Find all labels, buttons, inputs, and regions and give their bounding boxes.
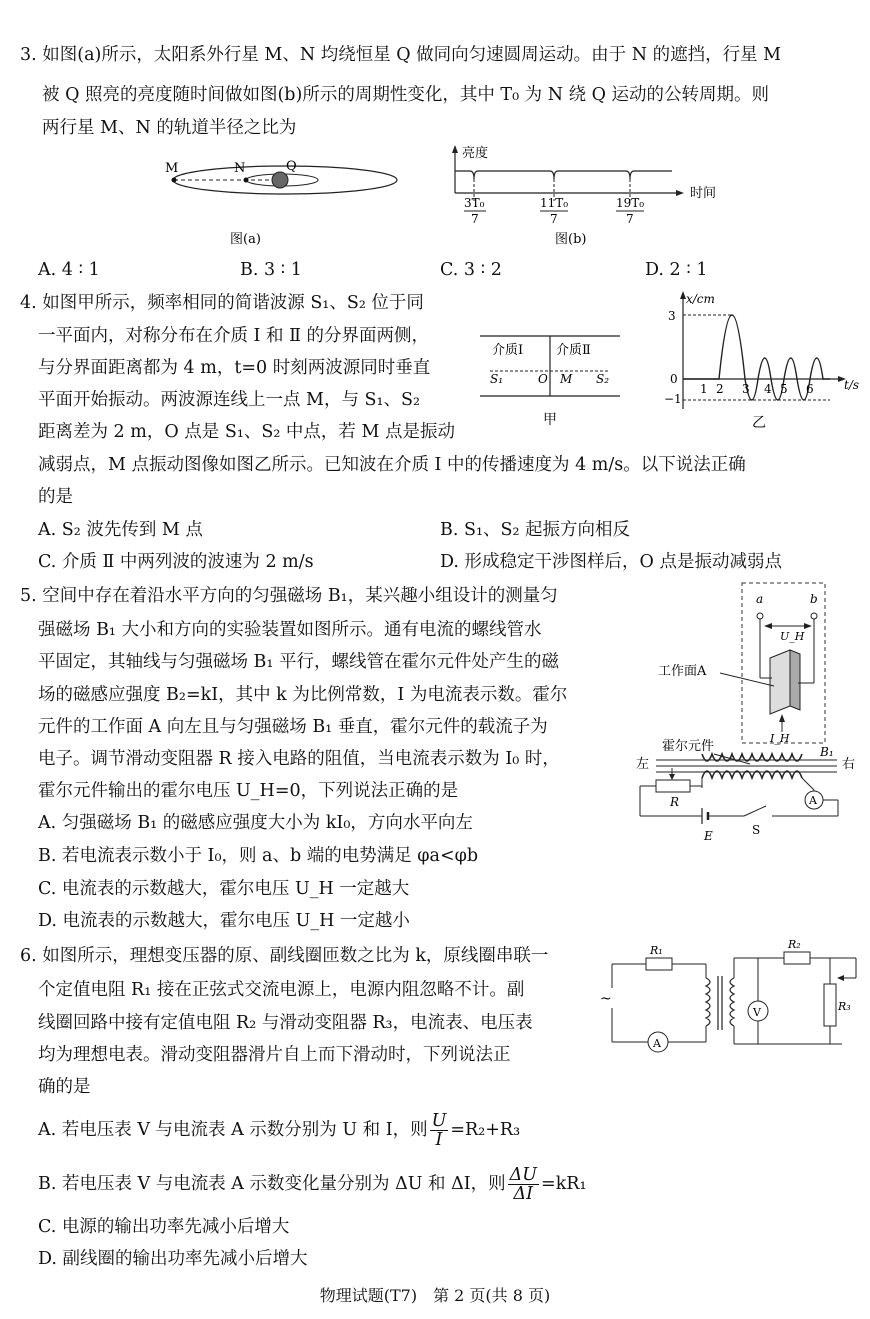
yi-ybottom: −1 — [664, 392, 682, 406]
q4-line: 距离差为 2 m，O 点是 S₁、S₂ 中点，若 M 点是振动 — [38, 422, 455, 442]
fig-b-caption: 图(b) — [555, 232, 587, 247]
q5-line: 电子。调节滑动变阻器 R 接入电路的阻值，当电流表示数为 I₀ 时， — [38, 749, 560, 769]
yi-ytop: 3 — [668, 309, 676, 323]
label-R: R — [670, 795, 680, 809]
label-R3: R₃ — [838, 1000, 851, 1013]
label-S: S — [752, 823, 761, 837]
yi-tick: 5 — [780, 382, 788, 396]
numerator: U — [431, 1110, 447, 1131]
q6-line: 均为理想电表。滑动变阻器滑片自上而下滑动时，下列说法正 — [38, 1045, 511, 1065]
yi-origin: 0 — [670, 372, 678, 386]
fig-b-ylabel: 亮度 — [462, 146, 489, 161]
q3-figure-b — [440, 143, 730, 253]
q5-line: 平固定，其轴线与匀强磁场 B₁ 平行，螺线管在霍尔元件处产生的磁 — [38, 652, 559, 672]
q6-line: 个定值电阻 R₁ 接在正弦式交流电源上，电源内阻忽略不计。副 — [38, 980, 525, 1000]
q6-option-b — [38, 1162, 587, 1206]
tick-num: 11T₀ — [540, 196, 569, 210]
fig-a-caption: 图(a) — [230, 232, 261, 247]
label-UH: U_H — [780, 630, 805, 643]
label-R2: R₂ — [788, 938, 801, 951]
q6-option-b-pre: B. 若电压表 V 与电流表 A 示数变化量分别为 ΔU 和 ΔI，则 — [38, 1174, 506, 1194]
q6-option-c: C. 电源的输出功率先减小后增大 — [38, 1217, 290, 1237]
ammeter-A: A — [809, 794, 817, 807]
voltmeter-V: V — [753, 1006, 761, 1019]
tick-num: 3T₀ — [464, 196, 485, 210]
label-E: E — [704, 829, 713, 843]
ac-source: ~ — [600, 991, 612, 1007]
fig-yi-caption: 乙 — [752, 415, 766, 431]
q5-option-b: B. 若电流表示数小于 I₀，则 a、b 端的电势满足 φa<φb — [38, 846, 479, 866]
q3-line: 两行星 M、N 的轨道半径之比为 — [42, 118, 297, 138]
label-M: M — [560, 372, 573, 386]
q6-figure — [598, 938, 862, 1053]
q4-figure-yi — [660, 285, 870, 435]
denominator: ΔI — [513, 1183, 534, 1204]
label-IH: I_H — [770, 732, 790, 745]
q3-option-b: B. 3 ∶ 1 — [240, 260, 302, 280]
q4-line: 一平面内，对称分布在介质 Ⅰ 和 Ⅱ 的分界面两侧， — [38, 326, 430, 346]
yi-ylabel: x/cm — [686, 292, 715, 306]
yi-tick: 4 — [764, 382, 772, 396]
yi-tick: 3 — [742, 382, 750, 396]
q3-line: 3. 如图(a)所示，太阳系外行星 M、N 均绕恒星 Q 做同向匀速圆周运动。由于 N 的遮挡，行星 M — [20, 45, 782, 65]
q5-option-d: D. 电流表的示数越大，霍尔电压 U_H 一定越小 — [38, 911, 410, 931]
q5-option-a: A. 匀强磁场 B₁ 的磁感应强度大小为 kI₀，方向水平向左 — [38, 813, 473, 833]
q4-option-c: C. 介质 Ⅱ 中两列波的波速为 2 m/s — [38, 552, 314, 572]
q3-option-a: A. 4 ∶ 1 — [38, 260, 100, 280]
yi-tick: 1 — [700, 382, 708, 396]
numerator: ΔU — [509, 1164, 538, 1185]
q5-line: 霍尔元件输出的霍尔电压 U_H=0，下列说法正确的是 — [38, 781, 459, 801]
label-work-face: 工作面A — [658, 664, 707, 679]
q4-line: 的是 — [38, 487, 73, 507]
ammeter-A: A — [653, 1037, 661, 1050]
label-left: 左 — [636, 757, 650, 772]
fig-b-xlabel: 时间 — [690, 186, 717, 201]
q5-line: 强磁场 B₁ 大小和方向的实验装置如图所示。通有电流的螺线管水 — [38, 620, 542, 640]
label-O: O — [538, 372, 548, 386]
q5-line: 5. 空间中存在着沿水平方向的匀强磁场 B₁，某兴趣小组设计的测量匀 — [20, 586, 558, 606]
label-S1: S₁ — [490, 372, 504, 386]
q4-figure-jia — [480, 330, 625, 430]
label-hall: 霍尔元件 — [662, 739, 715, 754]
yi-xlabel: t/s — [844, 378, 860, 392]
terminal-b: b — [810, 592, 818, 606]
page-footer: 物理试题(T7) 第 2 页(共 8 页) — [319, 1286, 551, 1305]
tick-den: 7 — [471, 212, 479, 226]
q5-line: 元件的工作面 A 向左且与匀强磁场 B₁ 垂直，霍尔元件的载流子为 — [38, 717, 548, 737]
label-S2: S₂ — [596, 372, 610, 386]
label-Q: Q — [286, 159, 297, 174]
denominator: I — [435, 1129, 443, 1150]
q6-option-a — [38, 1108, 520, 1152]
fraction — [430, 1112, 449, 1149]
q3-line: 被 Q 照亮的亮度随时间做如图(b)所示的周期性变化，其中 T₀ 为 N 绕 Q 运动的公转周期。则 — [42, 85, 770, 105]
yi-tick: 2 — [716, 382, 724, 396]
q4-line: 4. 如图甲所示，频率相同的简谐波源 S₁、S₂ 位于同 — [20, 293, 424, 313]
fig-jia-caption: 甲 — [543, 412, 557, 428]
label-right: 右 — [842, 757, 856, 772]
tick-num: 19T₀ — [616, 196, 645, 210]
q4-option-b: B. S₁、S₂ 起振方向相反 — [440, 520, 631, 540]
label-B1: B₁ — [820, 745, 834, 759]
q6-option-d: D. 副线圈的输出功率先减小后增大 — [38, 1249, 308, 1269]
q4-line: 与分界面距离都为 4 m，t=0 时刻两波源同时垂直 — [38, 358, 431, 378]
q6-option-b-post: =kR₁ — [541, 1174, 587, 1194]
label-N: N — [234, 161, 246, 176]
q5-figure — [632, 578, 866, 848]
medium-1: 介质Ⅰ — [492, 343, 524, 358]
tick-den: 7 — [550, 212, 558, 226]
fraction — [508, 1166, 539, 1203]
q4-line: 减弱点，M 点振动图像如图乙所示。已知波在介质 Ⅰ 中的传播速度为 4 m/s。以下说法正确 — [38, 455, 746, 475]
q6-line: 6. 如图所示，理想变压器的原、副线圈匝数之比为 k，原线圈串联一 — [20, 946, 549, 966]
q5-line: 场的磁感应强度 B₂=kI，其中 k 为比例常数，I 为电流表示数。霍尔 — [38, 685, 568, 705]
q4-option-a: A. S₂ 波先传到 M 点 — [38, 520, 203, 540]
label-M: M — [165, 161, 179, 176]
medium-2: 介质Ⅱ — [556, 343, 591, 358]
label-R1: R₁ — [650, 944, 663, 957]
yi-tick: 6 — [806, 382, 814, 396]
q4-line: 平面开始振动。两波源连线上一点 M，与 S₁、S₂ — [38, 390, 421, 410]
tick-den: 7 — [626, 212, 634, 226]
q6-line: 确的是 — [38, 1077, 91, 1097]
q3-option-d: D. 2 ∶ 1 — [645, 260, 708, 280]
q6-line: 线圈回路中接有定值电阻 R₂ 与滑动变阻器 R₃，电流表、电压表 — [38, 1013, 533, 1033]
q3-option-c: C. 3 ∶ 2 — [440, 260, 502, 280]
q6-option-a-pre: A. 若电压表 V 与电流表 A 示数分别为 U 和 I，则 — [38, 1120, 428, 1140]
q5-option-c: C. 电流表的示数越大，霍尔电压 U_H 一定越大 — [38, 879, 410, 899]
q6-option-a-post: =R₂+R₃ — [450, 1120, 521, 1140]
terminal-a: a — [756, 592, 764, 606]
q4-option-d: D. 形成稳定干涉图样后，O 点是振动减弱点 — [440, 552, 782, 572]
q3-figure-a — [160, 148, 410, 248]
